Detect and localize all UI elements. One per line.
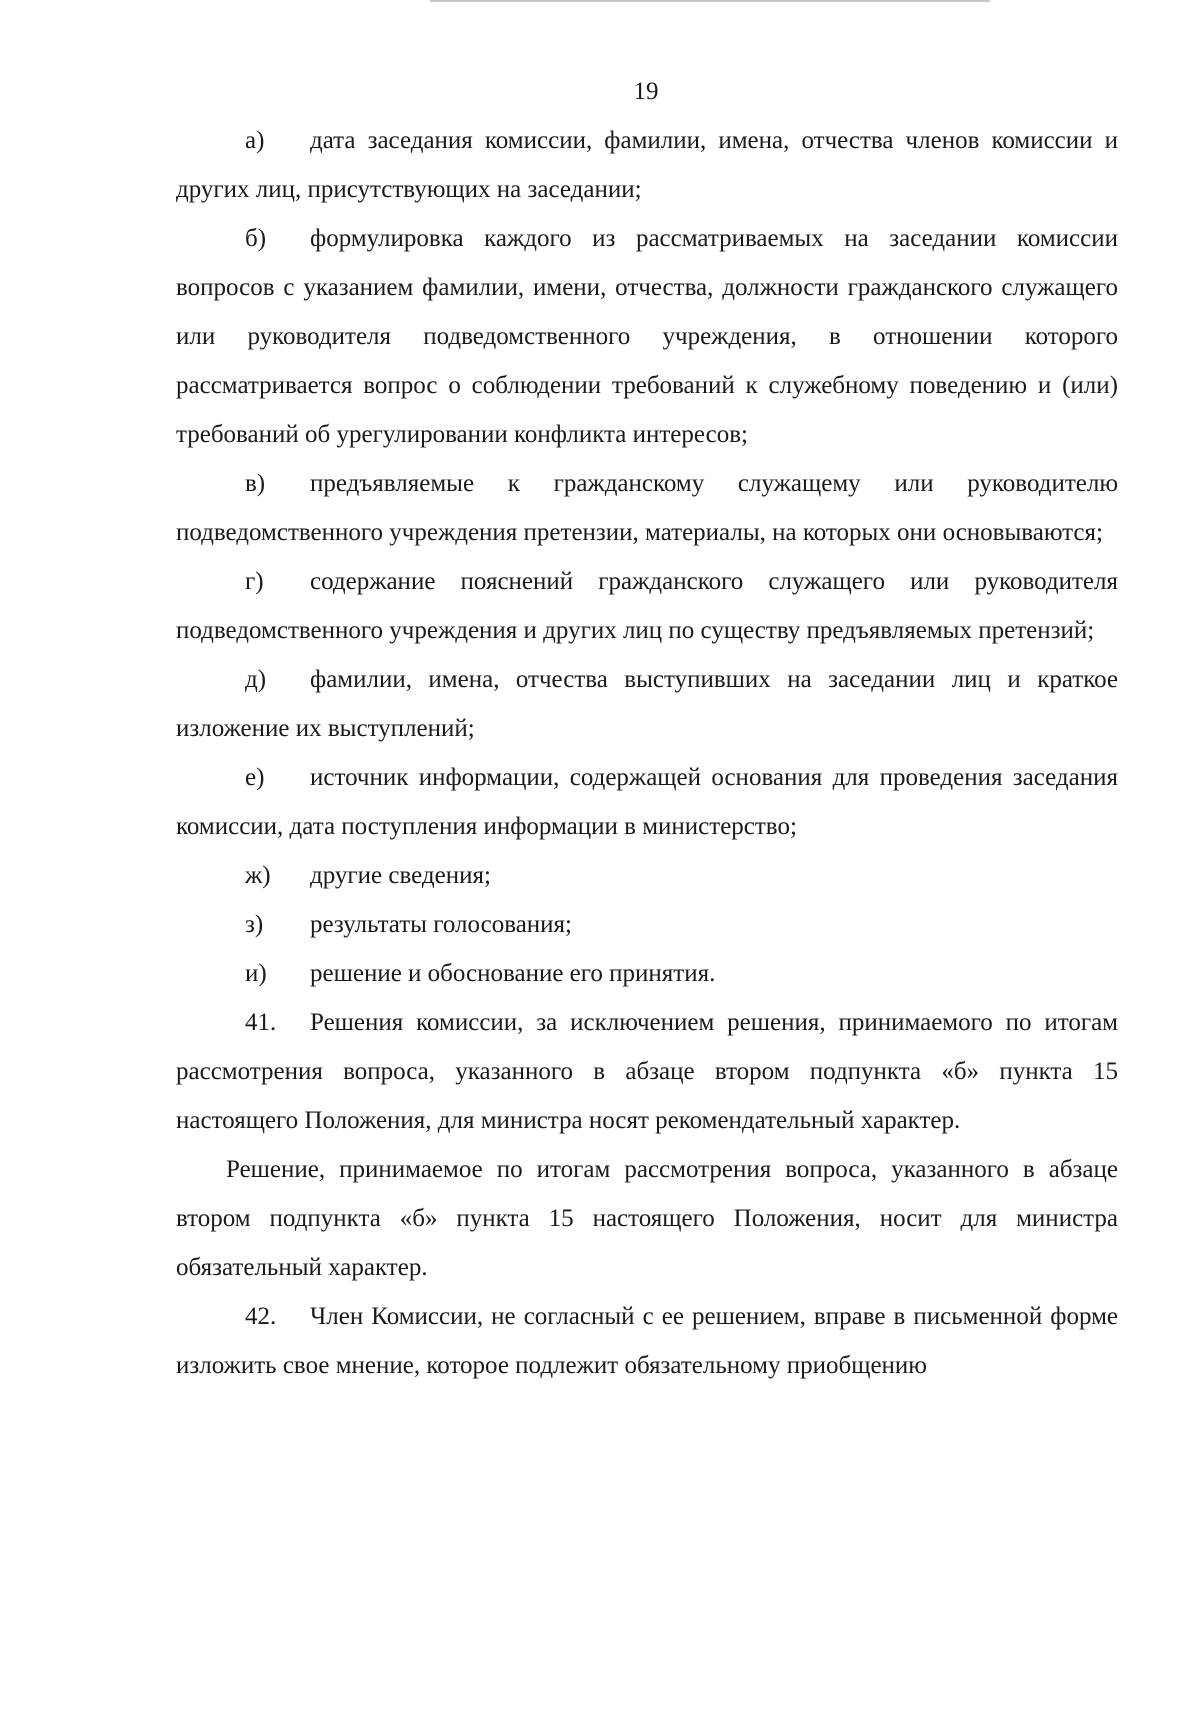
document-body	[176, 116, 1118, 1390]
item-text: предъявляемые к гражданскому служащему или руководителю подведомственного учреждения претензии, материалы, на которых они основываются;	[176, 470, 1118, 546]
section-text: Решения комиссии, за исключением решения, принимаемого по итогам рассмотрения вопроса, указанного в абзаце втором подпункта «б» пункта 15 настоящего Положения, для министра носят рекомендательный характер.	[176, 1009, 1118, 1134]
list-item-i	[176, 949, 1118, 998]
decision-paragraph: Решение, принимаемое по итогам рассмотрения вопроса, указанного в абзаце втором подпункта «б» пункта 15 настоящего Положения, носит для министра обязательный характер.	[176, 1156, 1118, 1281]
page-number: 19	[633, 78, 659, 105]
item-text: решение и обоснование его принятия.	[310, 960, 716, 987]
list-item-g	[176, 557, 1118, 655]
item-marker: б)	[245, 225, 267, 252]
item-text: содержание пояснений гражданского служащего или руководителя подведомственного учреждения и других лиц по существу предъявляемых претензий;	[176, 568, 1118, 644]
item-text: дата заседания комиссии, фамилии, имена, отчества членов комиссии и других лиц, присутствующих на заседании;	[176, 127, 1118, 203]
item-marker: г)	[245, 568, 264, 595]
section-41	[176, 998, 1118, 1145]
section-number: 41.	[245, 1009, 277, 1036]
list-item-z	[176, 900, 1118, 949]
item-text: формулировка каждого из рассматриваемых на заседании комиссии вопросов с указанием фамилии, имени, отчества, должности гражданского служащего или руководителя подведомственного учреждения, в отношении которого рассматривается вопрос о соблюдении требований к служебному поведению и (или) требований об урегулировании конфликта интересов;	[176, 225, 1118, 448]
scan-edge-line	[430, 0, 990, 2]
list-item-v	[176, 459, 1118, 557]
list-item-e	[176, 753, 1118, 851]
item-text: другие сведения;	[310, 862, 491, 889]
list-item-b	[176, 214, 1118, 459]
item-marker: в)	[245, 470, 266, 497]
item-text: результаты голосования;	[310, 911, 572, 938]
item-text: источник информации, содержащей основания для проведения заседания комиссии, дата поступления информации в министерство;	[176, 764, 1118, 840]
list-item-a	[176, 116, 1118, 214]
section-text: Член Комиссии, не согласный с ее решением, вправе в письменной форме изложить свое мнение, которое подлежит обязательному приобщению	[176, 1303, 1118, 1379]
section-42	[176, 1292, 1118, 1390]
item-marker: ж)	[245, 862, 271, 889]
section-number: 42.	[245, 1303, 277, 1330]
item-marker: д)	[245, 666, 267, 693]
list-item-d	[176, 655, 1118, 753]
item-text: фамилии, имена, отчества выступивших на заседании лиц и краткое изложение их выступлений;	[176, 666, 1118, 742]
item-marker: з)	[245, 911, 264, 938]
item-marker: е)	[245, 764, 265, 791]
item-marker: и)	[245, 960, 267, 987]
list-item-zh	[176, 851, 1118, 900]
item-marker: а)	[245, 127, 265, 154]
